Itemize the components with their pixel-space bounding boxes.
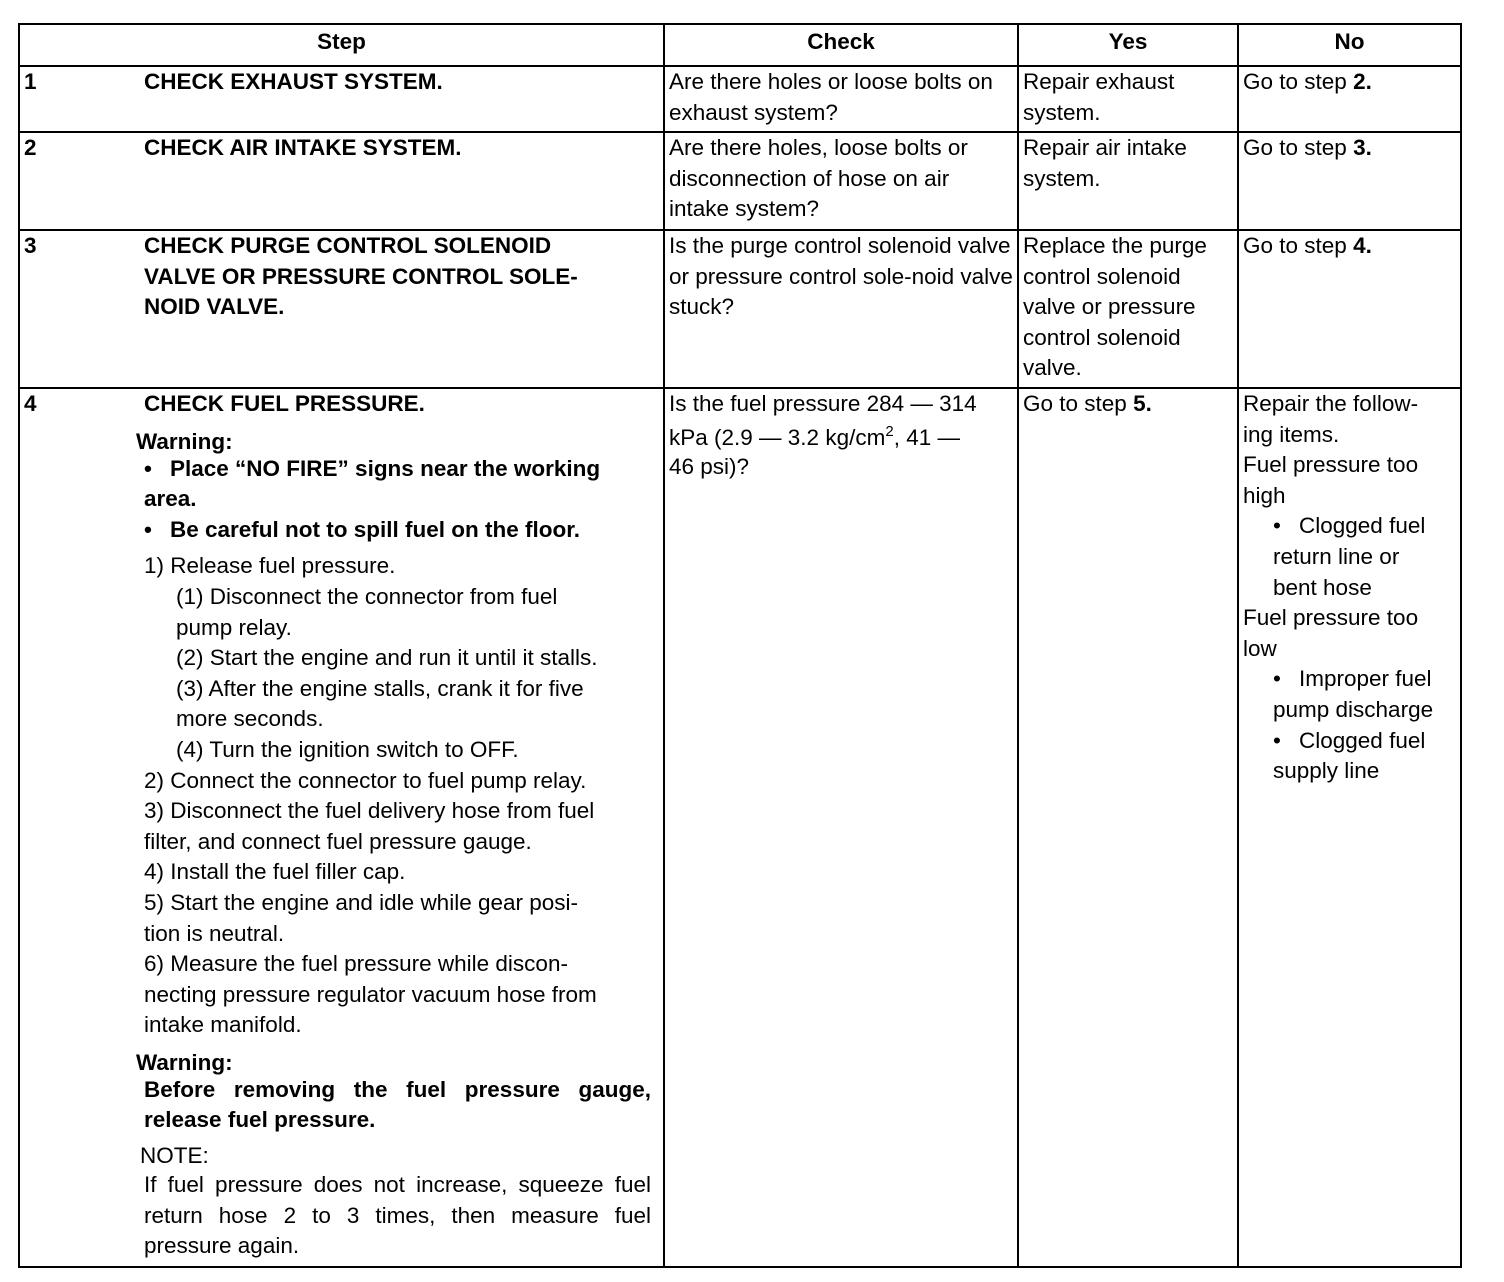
condition-label: Fuel pressure too [1243,605,1419,631]
procedure-substep: more seconds. [176,706,324,732]
header-row [19,24,1461,66]
check-line: kPa (2.9 — 3.2 $kg/cm^2$, 41 — [669,422,960,450]
no-prefix: Go to step [1243,135,1354,160]
check-cell: Are there holes or loose bolts on exhaust system? [664,66,1018,132]
yes-cell: Repair air intake system. [1018,132,1238,230]
yes-prefix: Go to step [1023,391,1134,416]
yes-cell [1018,388,1238,1267]
no-prefix: Go to step [1243,69,1354,94]
step-title-line: CHECK PURGE CONTROL SOLENOID [144,233,552,258]
procedure-step: tion is neutral. [144,920,285,946]
condition-label: high [1243,482,1286,508]
header-yes: Yes [1018,24,1238,66]
no-line: Repair the follow- [1243,391,1419,416]
step-number: 2 [24,135,37,160]
table-row [19,388,1461,1267]
procedure-step: 6) Measure the fuel pressure while discon- [144,951,568,977]
header-step: Step [19,24,664,66]
warning-label: Warning: [136,1049,233,1075]
no-cell [1238,388,1461,1267]
procedure-step: 4) Install the fuel filler cap. [144,859,406,885]
check-line: 46 psi)? [669,453,750,479]
procedure-substep: (1) Disconnect the connector from fuel [176,583,558,609]
no-step-ref: 3. [1353,135,1372,160]
header-check: Check [664,24,1018,66]
no-prefix: Go to step [1243,233,1354,258]
warning-label: Warning: [136,428,233,454]
bullet-line: Be careful not to spill fuel on the floor. [170,516,581,542]
bullet-icon: • [144,455,152,481]
step-cell [19,388,664,1267]
header-no: No [1238,24,1461,66]
step-number: 1 [24,69,37,94]
bullet-icon: • [144,516,152,542]
procedure-step: intake manifold. [144,1012,302,1038]
check-cell: Is the purge control solenoid valve or pressure control sole-noid valve stuck? [664,230,1018,388]
bullet-line: area. [144,486,197,512]
no-step-ref: 2. [1353,69,1372,94]
step-title: CHECK AIR INTAKE SYSTEM. [144,135,462,160]
step-number: 3 [24,233,37,258]
table-row [19,132,1461,230]
condition-label: low [1243,635,1277,661]
yes-cell: Replace the purge control solenoid valve or pressure control solenoid valve. [1018,230,1238,388]
no-step-ref: 4. [1353,233,1372,258]
check-cell [664,388,1018,1267]
procedure-substep: (4) Turn the ignition switch to OFF. [176,736,519,762]
procedure-step: necting pressure regulator vacuum hose from [144,981,597,1007]
no-line: ing items. [1243,421,1340,447]
cause-bullet: • Clogged fuel return line or bent hose [1273,513,1426,600]
warning-bullet [144,454,655,515]
procedure-step: filter, and connect fuel pressure gauge. [144,828,532,854]
bullet-icon: • [1273,666,1281,692]
warning-text: release fuel pressure. [144,1107,376,1133]
step-title-line: NOID VALVE. [144,294,285,320]
no-cell [1238,230,1461,388]
bullet-icon: • [1273,727,1281,753]
procedure-step: 5) Start the engine and idle while gear posi- [144,889,579,915]
procedure-substep: pump relay. [176,614,292,640]
step-title-line: VALVE OR PRESSURE CONTROL SOLE- [144,263,578,289]
procedure-substep: (3) After the engine stalls, crank it for five [176,675,584,701]
table-row [19,66,1461,132]
condition-label: Fuel pressure too [1243,452,1419,478]
no-cell [1238,132,1461,230]
diagnostic-table [18,23,1462,1268]
procedure-step: 1) Release fuel pressure. [144,553,396,579]
note-label: NOTE: [140,1143,209,1169]
procedure-step: 2) Connect the connector to fuel pump relay. [144,767,587,793]
step-number: 4 [24,391,37,416]
yes-cell: Repair exhaust system. [1018,66,1238,132]
table-row [19,230,1461,388]
check-cell: Are there holes, loose bolts or disconnection of hose on air intake system? [664,132,1018,230]
cause-bullet: • Clogged fuel supply line [1273,727,1426,784]
step-cell [19,132,664,230]
yes-step-ref: 5. [1133,391,1152,416]
note-text: If fuel pressure does not increase, squeeze fuel [144,1172,651,1198]
bullet-icon: • [1273,513,1281,539]
warning-bullet [144,515,655,546]
step-title: CHECK EXHAUST SYSTEM. [144,69,443,94]
step-title: CHECK FUEL PRESSURE. [144,391,425,416]
bullet-line: Place “NO FIRE” signs near the working [170,455,601,481]
no-cell [1238,66,1461,132]
step-cell [19,230,664,388]
procedure-step: 3) Disconnect the fuel delivery hose from fuel [144,798,595,824]
note-text: pressure again. [144,1233,300,1259]
cause-bullet: • Improper fuel pump discharge [1273,666,1434,722]
warning-text: Before removing the fuel pressure gauge, [144,1076,651,1102]
superscript: 2 [885,422,894,440]
check-line: Is the fuel pressure 284 — 314 [669,391,977,416]
note-text: return hose 2 to 3 times, then measure fuel [144,1202,651,1228]
procedure-substep: (2) Start the engine and run it until it stalls. [176,645,598,671]
step-cell [19,66,664,132]
